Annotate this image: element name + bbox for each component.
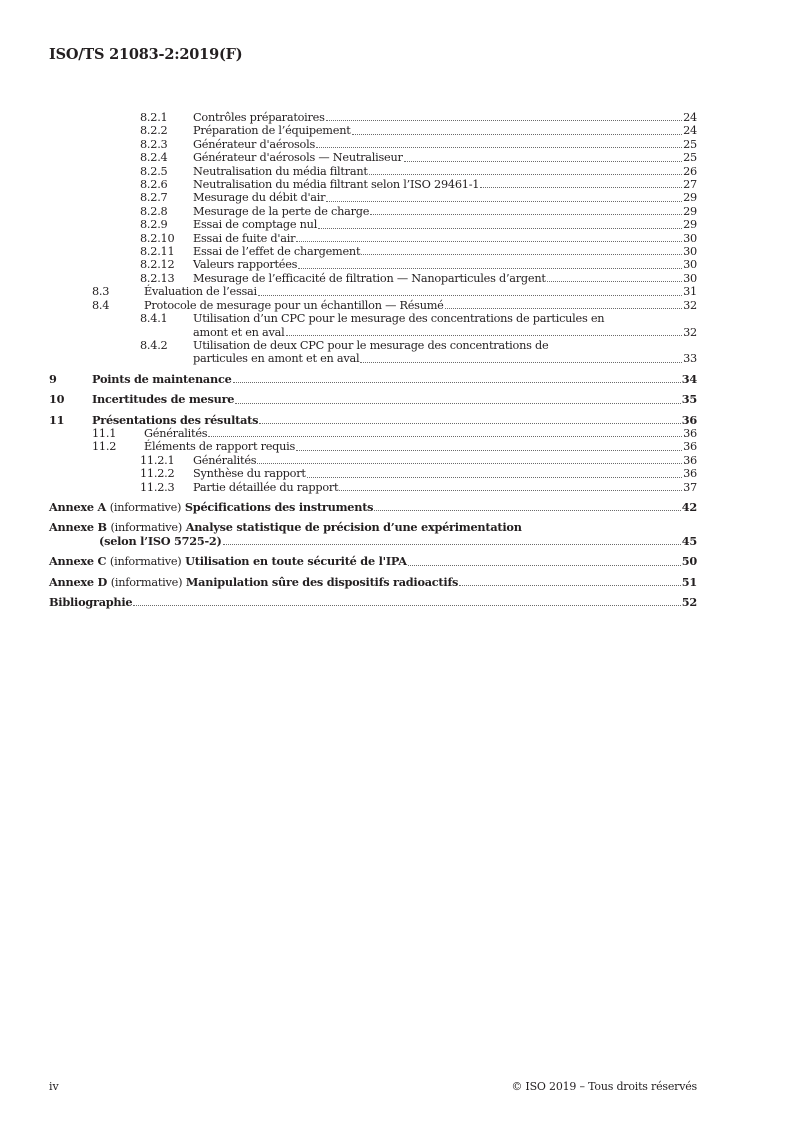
toc-entry-annex-a[interactable] [49, 501, 697, 514]
toc-page: 29 [683, 191, 697, 205]
toc-page: 34 [681, 371, 697, 386]
toc-entry-8-2-4[interactable] [49, 151, 697, 164]
toc-page: 30 [683, 271, 697, 285]
toc-number: 8.2.11 [140, 245, 175, 259]
toc-entry-8-2-6[interactable] [49, 178, 697, 191]
dot-leader [318, 228, 682, 229]
toc-page: 45 [681, 533, 697, 548]
toc-title: Évaluation de l’essai [144, 285, 257, 299]
toc-number: 8.2.8 [140, 204, 168, 218]
dot-leader [235, 403, 681, 404]
dot-leader [223, 544, 681, 545]
dot-leader [233, 382, 681, 383]
toc-page: 32 [683, 325, 697, 339]
copyright-notice: © ISO 2019 – Tous droits réservés [511, 1080, 697, 1093]
toc-number: 8.2.10 [140, 231, 175, 245]
toc-entry-annex-d[interactable] [49, 576, 697, 589]
toc-page: 36 [681, 412, 697, 427]
toc-entry-8-2-5[interactable] [49, 165, 697, 178]
toc-page: 36 [683, 453, 697, 467]
toc-number: 8.2.5 [140, 164, 168, 178]
toc-page: 42 [681, 499, 697, 514]
dot-leader [307, 477, 682, 478]
toc-entry-8-4-1[interactable] [49, 312, 697, 339]
toc-page: 24 [683, 124, 697, 138]
toc-page: 35 [681, 392, 697, 407]
toc-title: Essai de l’effet de chargement [193, 245, 361, 259]
toc-page: 50 [681, 554, 697, 569]
toc-number: 11.2.2 [140, 467, 175, 481]
dot-leader [360, 362, 682, 363]
toc-title: Éléments de rapport requis [144, 440, 296, 454]
toc-page: 32 [683, 298, 697, 312]
dot-leader [361, 254, 682, 255]
toc-title: Mesurage de la perte de charge [193, 204, 370, 218]
annex-kind: (informative) [109, 500, 182, 514]
dot-leader [445, 308, 683, 309]
toc-entry-8-3[interactable] [49, 285, 697, 298]
toc-page: 51 [681, 574, 697, 589]
toc-number: 8.2.1 [140, 111, 168, 124]
toc-page: 29 [683, 204, 697, 218]
toc-title: Neutralisation du média filtrant selon l’ISO 29461-1 [193, 178, 480, 192]
dot-leader [298, 268, 682, 269]
annex-kind: (informative) [110, 521, 182, 535]
toc-entry-8-2-11[interactable] [49, 245, 697, 258]
toc-entry-11-2-3[interactable] [49, 481, 697, 494]
dot-leader [352, 134, 683, 135]
toc-entry-8-2-3[interactable] [49, 138, 697, 151]
toc-page: 36 [683, 440, 697, 454]
annex-kind: (informative) [110, 575, 183, 589]
toc-title: Protocole de mesurage pour un échantillon — Résumé [144, 298, 444, 312]
toc-page: 30 [683, 231, 697, 245]
annex-label: Annexe B [49, 520, 107, 535]
toc-title-line1: Analyse statistique de précision d’une expérimentation [185, 520, 522, 535]
toc-page: 29 [683, 218, 697, 232]
document-id-header: ISO/TS 21083-2:2019(F) [49, 46, 243, 63]
dot-leader [259, 423, 681, 424]
toc-entry-8-2-8[interactable] [49, 205, 697, 218]
toc-number: 8.3 [92, 285, 110, 299]
toc-number: 11.1 [92, 426, 117, 440]
dot-leader [296, 241, 682, 242]
toc-number: 8.2.12 [140, 258, 175, 272]
toc-title: Neutralisation du média filtrant [193, 164, 368, 178]
dot-leader [374, 510, 680, 511]
toc-entry-8-2-7[interactable] [49, 191, 697, 204]
dot-leader [208, 436, 682, 437]
toc-title: Incertitudes de mesure [92, 392, 235, 407]
dot-leader [404, 161, 682, 162]
toc-entry-11-2-1[interactable] [49, 454, 697, 467]
toc-number: 8.2.6 [140, 178, 168, 192]
toc-page: 25 [683, 137, 697, 151]
toc-title: Généralités [144, 426, 208, 440]
dot-leader [339, 490, 682, 491]
toc-title: Générateur d'aérosols — Neutraliseur [193, 151, 403, 165]
dot-leader [296, 450, 682, 451]
toc-page: 52 [681, 595, 697, 609]
toc-number: 8.4.2 [140, 338, 168, 352]
toc-number: 8.4.1 [140, 312, 168, 326]
toc-page: 24 [683, 111, 697, 124]
toc-title-line2: particules en amont et en aval [193, 352, 360, 366]
toc-title: Manipulation sûre des dispositifs radioactifs [185, 574, 459, 589]
toc-entry-8-2-13[interactable] [49, 272, 697, 285]
toc-entry-8-4[interactable] [49, 299, 697, 312]
toc-title: Générateur d'aérosols [193, 137, 316, 151]
toc-title: Généralités [193, 453, 257, 467]
dot-leader [459, 585, 681, 586]
toc-title: Présentations des résultats [92, 412, 259, 427]
toc-title-line1: Utilisation de deux CPC pour le mesurage des concentrations de [193, 338, 549, 352]
toc-number: 11.2.3 [140, 480, 175, 494]
toc-number: 8.2.2 [140, 124, 168, 138]
dot-leader [326, 201, 682, 202]
toc-page: 36 [683, 426, 697, 440]
toc-number: 8.2.13 [140, 271, 175, 285]
dot-leader [286, 335, 683, 336]
toc-entry-8-2-1[interactable] [49, 111, 697, 124]
page-number: iv [49, 1080, 59, 1093]
dot-leader [408, 565, 681, 566]
toc-entry-11-2-2[interactable] [49, 467, 697, 480]
toc-entry-11[interactable] [49, 414, 697, 427]
toc-number: 8.2.3 [140, 137, 168, 151]
toc-page: 26 [683, 164, 697, 178]
toc-title: Préparation de l’équipement [193, 124, 351, 138]
table-of-contents [49, 111, 697, 609]
toc-entry-bibliography[interactable] [49, 596, 697, 609]
toc-entry-11-1[interactable] [49, 427, 697, 440]
toc-title: Bibliographie [49, 595, 133, 609]
toc-page: 30 [683, 258, 697, 272]
toc-entry-8-2-10[interactable] [49, 232, 697, 245]
toc-page: 31 [683, 285, 697, 299]
toc-title: Essai de comptage nul [193, 218, 318, 232]
toc-entry-8-2-9[interactable] [49, 218, 697, 231]
dot-leader [326, 120, 682, 121]
toc-number: 8.2.7 [140, 191, 168, 205]
toc-entry-10[interactable] [49, 393, 697, 406]
toc-title: Synthèse du rapport [193, 467, 306, 481]
toc-page: 37 [683, 480, 697, 494]
toc-entry-8-2-2[interactable] [49, 124, 697, 137]
toc-number: 11 [49, 412, 65, 427]
toc-page: 36 [683, 467, 697, 481]
toc-title-line1: Utilisation d’un CPC pour le mesurage des concentrations de particules en [193, 312, 605, 326]
toc-number: 8.2.9 [140, 218, 168, 232]
toc-entry-9[interactable] [49, 373, 697, 386]
annex-kind: (informative) [109, 555, 182, 569]
dot-leader [369, 174, 682, 175]
toc-number: 11.2.1 [140, 453, 175, 467]
dot-leader [258, 295, 682, 296]
toc-number: 8.2.4 [140, 151, 168, 165]
annex-label: Annexe C [49, 554, 107, 569]
toc-title: Essai de fuite d'air [193, 231, 296, 245]
toc-title: Valeurs rapportées [193, 258, 298, 272]
toc-title: Utilisation en toute sécurité de l'IPA [185, 554, 407, 569]
toc-title-line2: (selon l’ISO 5725-2) [99, 533, 222, 548]
toc-title: Partie détaillée du rapport [193, 480, 339, 494]
toc-title: Points de maintenance [92, 371, 232, 386]
toc-title-line2: amont et en aval [193, 325, 285, 339]
toc-title: Contrôles préparatoires [193, 111, 325, 124]
toc-entry-11-2[interactable] [49, 440, 697, 453]
toc-number: 9 [49, 371, 57, 386]
toc-entry-8-2-12[interactable] [49, 258, 697, 271]
dot-leader [480, 187, 682, 188]
toc-page: 30 [683, 245, 697, 259]
dot-leader [133, 605, 680, 606]
toc-page: 27 [683, 178, 697, 192]
toc-entry-8-4-2[interactable] [49, 339, 697, 366]
toc-title: Mesurage du débit d'air [193, 191, 326, 205]
toc-number: 10 [49, 392, 65, 407]
toc-number: 8.4 [92, 298, 110, 312]
dot-leader [316, 147, 682, 148]
toc-entry-annex-c[interactable] [49, 555, 697, 568]
toc-entry-annex-b[interactable] [49, 521, 697, 548]
toc-page: 33 [683, 352, 697, 366]
toc-title: Mesurage de l’efficacité de filtration — Nanoparticules d’argent [193, 271, 546, 285]
toc-page: 25 [683, 151, 697, 165]
annex-label: Annexe D [49, 574, 108, 589]
annex-label: Annexe A [49, 499, 106, 514]
dot-leader [547, 281, 682, 282]
toc-number: 11.2 [92, 440, 117, 454]
dot-leader [370, 214, 682, 215]
dot-leader [257, 463, 682, 464]
toc-title: Spécifications des instruments [184, 499, 374, 514]
